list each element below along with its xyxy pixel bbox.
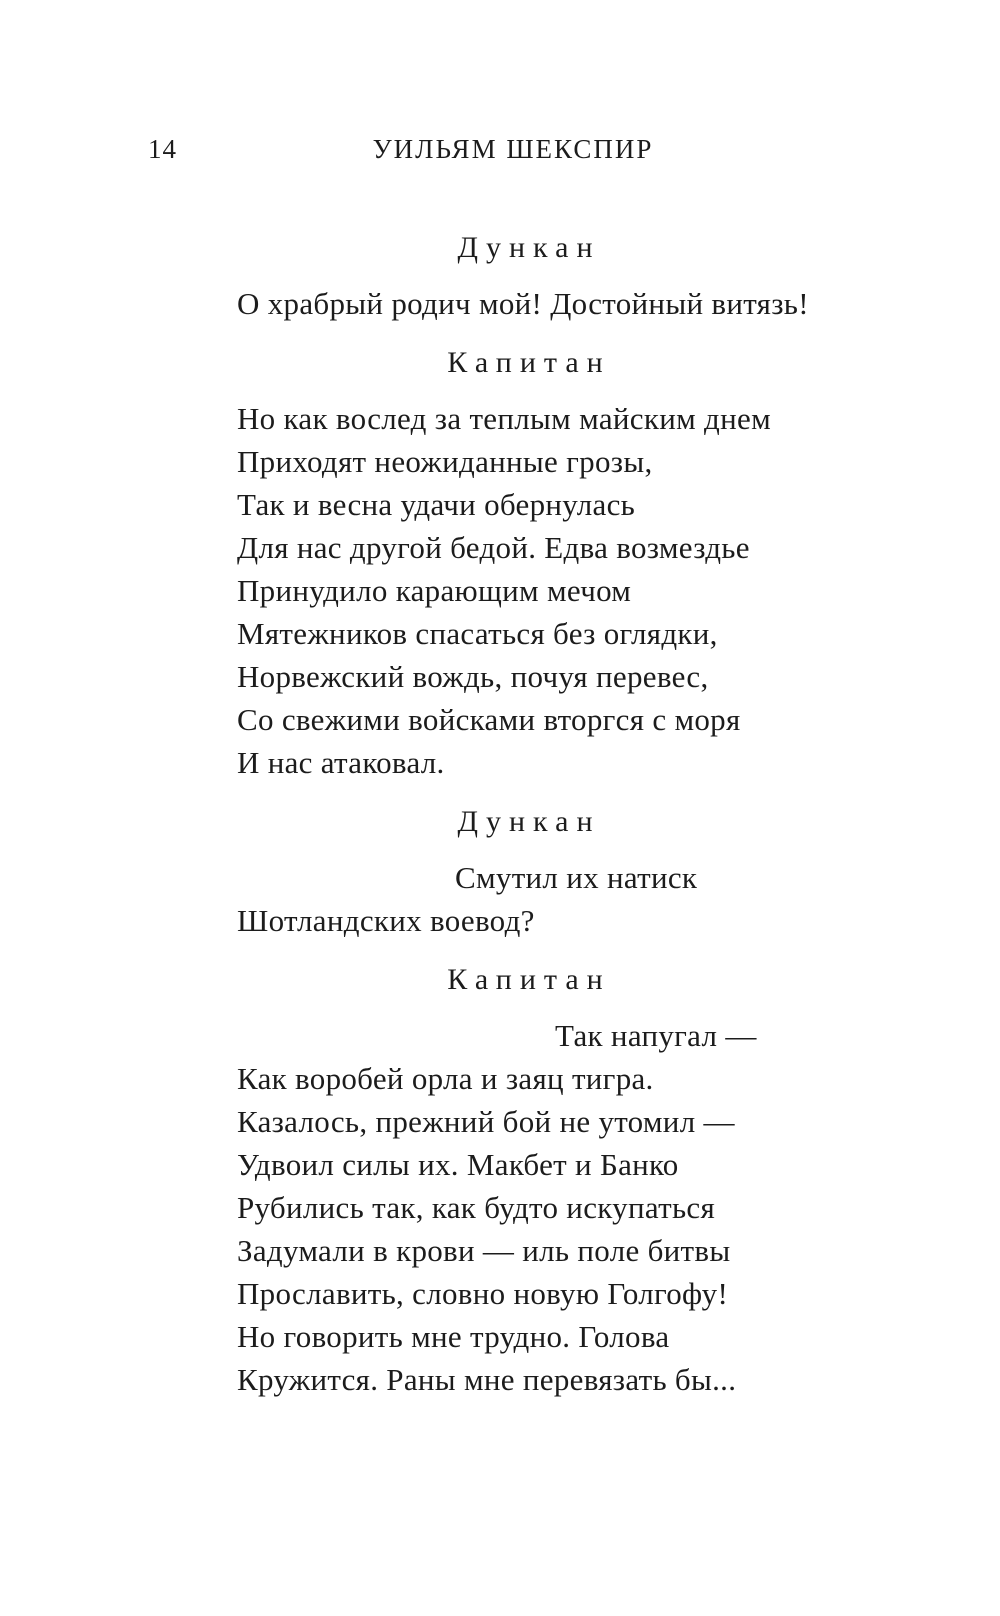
- speaker-heading: Капитан: [447, 963, 611, 996]
- verse-line: Приходят неожиданные грозы,: [237, 444, 653, 479]
- page-number: 14: [148, 134, 177, 164]
- running-header: [0, 134, 1000, 164]
- verse-line: Так и весна удачи обернулась: [237, 487, 636, 522]
- running-title: УИЛЬЯМ ШЕКСПИР: [372, 134, 654, 164]
- speaker-heading: Дункан: [457, 231, 601, 264]
- verse-line: Принудило карающим мечом: [237, 573, 632, 608]
- verse-line: Норвежский вождь, почуя перевес,: [237, 659, 709, 694]
- speaker-heading: Капитан: [447, 346, 611, 379]
- verse-line: Для нас другой бедой. Едва возмездье: [237, 530, 750, 565]
- verse-line: Казалось, прежний бой не утомил —: [237, 1104, 735, 1139]
- verse-line: Мятежников спасаться без оглядки,: [237, 616, 718, 651]
- verse-line: Удвоил силы их. Макбет и Банко: [237, 1147, 679, 1182]
- verse-line: О храбрый родич мой! Достойный витязь!: [237, 286, 809, 321]
- verse-line: Рубились так, как будто искупаться: [237, 1190, 716, 1225]
- speaker-heading: Дункан: [457, 805, 601, 838]
- verse-line: Шотландских воевод?: [237, 903, 535, 938]
- verse-line: Но как вослед за теплым майским днем: [237, 401, 771, 436]
- verse-line: Но говорить мне трудно. Голова: [237, 1319, 670, 1354]
- verse-line: Задумали в крови — иль поле битвы: [237, 1233, 731, 1268]
- verse-line: И нас атаковал.: [237, 745, 445, 780]
- play-text-block: [237, 210, 857, 1401]
- verse-line: Кружится. Раны мне перевязать бы...: [237, 1362, 737, 1397]
- verse-line: Смутил их натиск: [455, 860, 698, 895]
- verse-line: Со свежими войсками вторгся с моря: [237, 702, 741, 737]
- verse-line: Прославить, словно новую Голгофу!: [237, 1276, 729, 1311]
- verse-line: Как воробей орла и заяц тигра.: [237, 1061, 654, 1096]
- verse-line: Так напугал —: [555, 1018, 757, 1053]
